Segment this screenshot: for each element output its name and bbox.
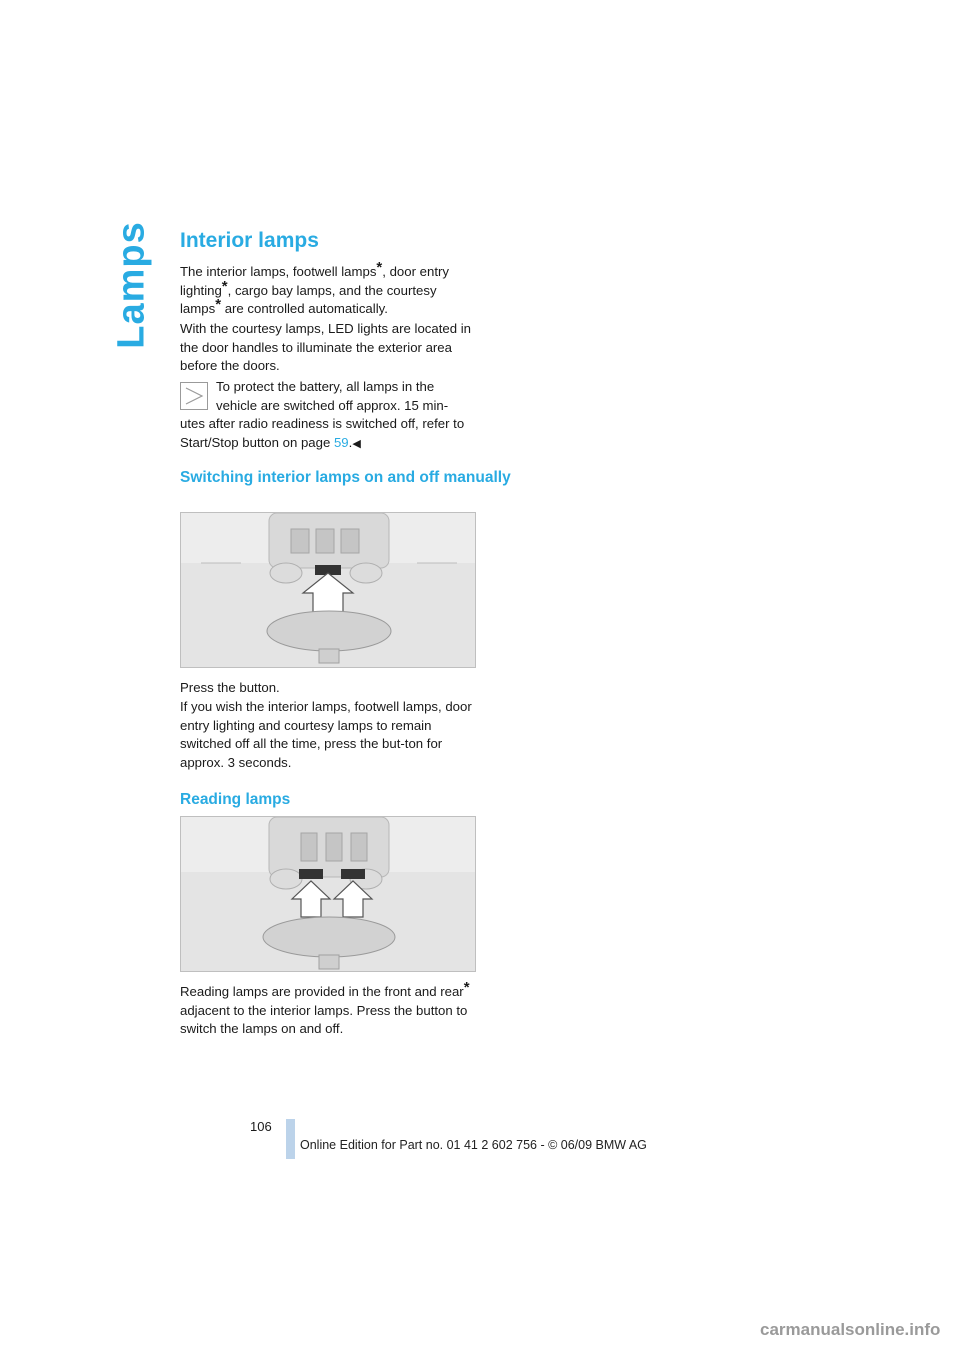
intro-paragraph: The interior lamps, footwell lamps*, door entry lighting*, cargo bay lamps, and the courtesy lamps* are controlled automatically. (180, 259, 449, 317)
overhead-console-button-photo (181, 513, 475, 667)
reading-lamp-buttons-photo (181, 817, 475, 971)
battery-note: To protect the battery, all lamps in the vehicle are switched off approx. 15 min- utes after radio readiness is switched off, refer to Start/Stop button on page 59.◀ (180, 379, 465, 450)
press-button-text: Press the button. (180, 680, 280, 695)
subsection-title-reading: Reading lamps (180, 791, 291, 808)
subsection-title-switching: Switching interior lamps on and off manually (180, 469, 511, 486)
section-title: Interior lamps (180, 229, 319, 252)
figure-overhead-button (180, 512, 476, 668)
edition-line: Online Edition for Part no. 01 41 2 602 756 - © 06/09 BMW AG (300, 1138, 647, 1152)
page-link[interactable]: 59 (333, 434, 349, 450)
site-watermark: carmanualsonline.info (760, 1320, 941, 1339)
courtesy-paragraph: With the courtesy lamps, LED lights are located in the door handles to illuminate the exterior area before the doors. (180, 321, 471, 374)
side-chapter-title: Lamps (110, 221, 153, 349)
footer-bar (286, 1119, 295, 1159)
switch-off-paragraph: If you wish the interior lamps, footwell lamps, door entry lighting and courtesy lamps to remain switched off all the time, press the but-ton for approx. 3 seconds. (180, 699, 472, 770)
page-number: 106 (250, 1119, 272, 1134)
figure-reading-lamps (180, 816, 476, 972)
reading-lamps-paragraph: Reading lamps are provided in the front and rear* adjacent to the interior lamps. Press the button to switch the lamps on and off. (180, 979, 470, 1037)
